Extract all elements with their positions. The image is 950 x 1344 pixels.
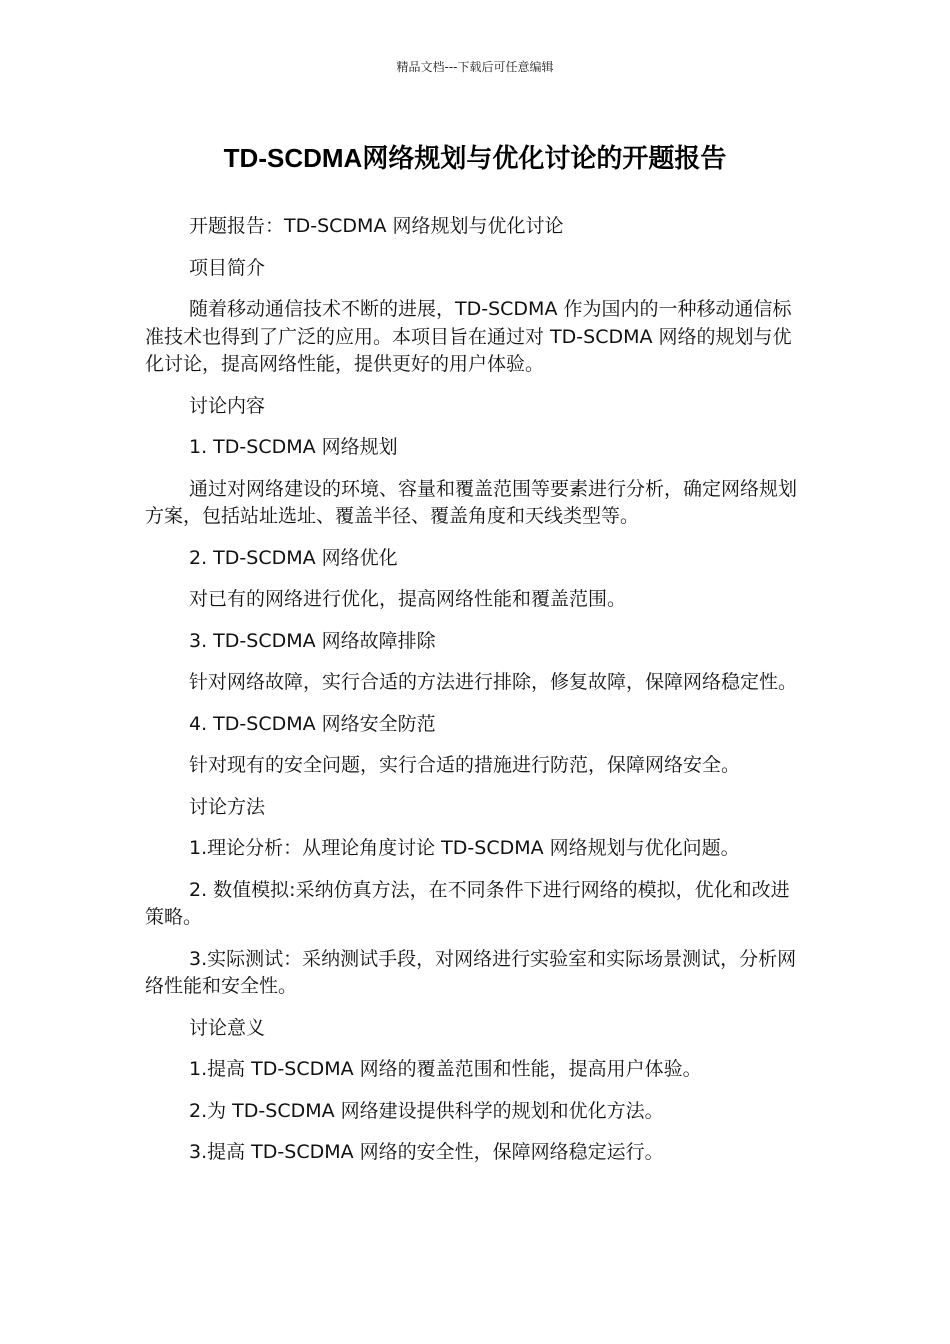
method-item-2: 2. 数值模拟:采纳仿真方法，在不同条件下进行网络的模拟，优化和改进策略。 bbox=[145, 878, 790, 928]
significance-item-2: 2.为 TD-SCDMA 网络建设提供科学的规划和优化方法。 bbox=[189, 1099, 664, 1122]
document-body bbox=[145, 213, 807, 1181]
content-item-4-text: 针对现有的安全问题，实行合适的措施进行防范，保障网络安全。 bbox=[189, 754, 741, 776]
section-heading-significance: 讨论意义 bbox=[189, 1016, 266, 1039]
header-note: 精品文档---下载后可任意编辑 bbox=[396, 60, 554, 74]
content-item-3-heading: 3. TD-SCDMA 网络故障排除 bbox=[189, 629, 436, 652]
content-item-2-heading: 2. TD-SCDMA 网络优化 bbox=[189, 546, 398, 569]
section-heading-methods: 讨论方法 bbox=[189, 795, 266, 818]
content-item-2-text: 对已有的网络进行优化，提高网络性能和覆盖范围。 bbox=[189, 588, 627, 610]
method-item-1: 1.理论分析：从理论角度讨论 TD-SCDMA 网络规划与优化问题。 bbox=[189, 837, 740, 859]
content-item-1-heading: 1. TD-SCDMA 网络规划 bbox=[189, 436, 398, 458]
section-heading-intro: 项目简介 bbox=[189, 256, 266, 279]
paragraph-report-subject: 开题报告：TD-SCDMA 网络规划与优化讨论 bbox=[189, 215, 564, 237]
document-title: TD-SCDMA网络规划与优化讨论的开题报告 bbox=[223, 143, 727, 173]
paragraph-intro: 随着移动通信技术不断的进展，TD-SCDMA 作为国内的一种移动通信标准技术也得到了广泛的应用。本项目旨在通过对 TD-SCDMA 网络的规划与优化讨论，提高网络性能，提供更好的用户体验。 bbox=[145, 298, 792, 375]
section-heading-content: 讨论内容 bbox=[189, 394, 266, 417]
method-item-3: 3.实际测试：采纳测试手段，对网络进行实验室和实际场景测试，分析网络性能和安全性。 bbox=[145, 947, 797, 997]
significance-item-3: 3.提高 TD-SCDMA 网络的安全性，保障网络稳定运行。 bbox=[189, 1141, 664, 1163]
content-item-4-heading: 4. TD-SCDMA 网络安全防范 bbox=[189, 712, 436, 735]
content-item-3-text: 针对网络故障，实行合适的方法进行排除，修复故障，保障网络稳定性。 bbox=[189, 671, 798, 693]
significance-item-1: 1.提高 TD-SCDMA 网络的覆盖范围和性能，提高用户体验。 bbox=[189, 1058, 702, 1080]
content-item-1-text: 通过对网络建设的环境、容量和覆盖范围等要素进行分析，确定网络规划方案，包括站址选址、覆盖半径、覆盖角度和天线类型等。 bbox=[145, 477, 798, 527]
